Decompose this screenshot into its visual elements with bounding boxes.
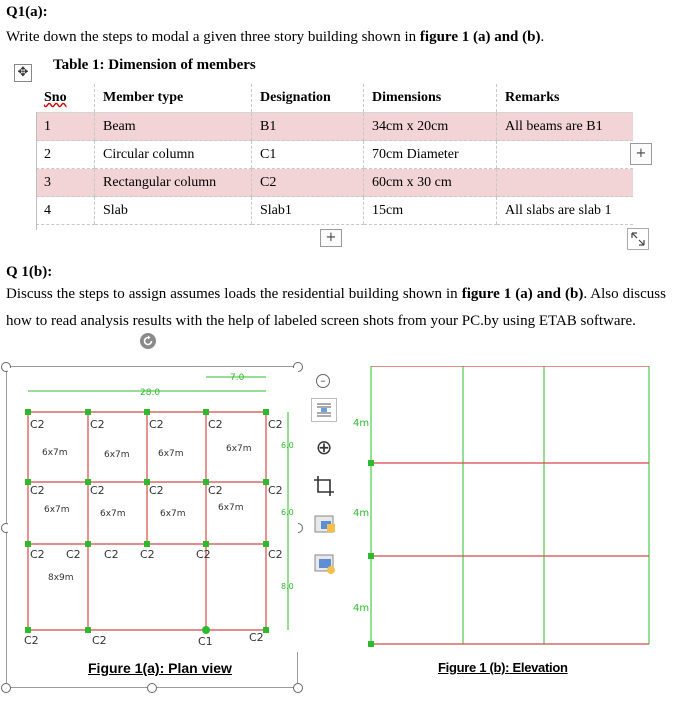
cell-sno: 3: [36, 169, 95, 197]
resize-handle[interactable]: [1, 683, 11, 693]
dim-right: 6.0: [281, 441, 294, 450]
column-label: C2: [149, 484, 164, 497]
column-label: C2: [24, 634, 39, 647]
column-label: C2: [66, 548, 81, 561]
header-remarks: Remarks: [497, 84, 634, 113]
dimension-table: [36, 84, 633, 225]
cell-designation: C2: [252, 169, 364, 197]
column-label: C2: [268, 418, 283, 431]
column-label: C1: [198, 635, 213, 648]
add-column-button[interactable]: +: [630, 143, 652, 165]
header-member-type: Member type: [95, 84, 252, 113]
elevation-caption: Figure 1 (b): Elevation: [438, 660, 568, 675]
q1b-heading: Q 1(b):: [6, 264, 53, 280]
collapse-toolbar-icon[interactable]: –: [316, 374, 330, 388]
column-label: C2: [249, 631, 264, 644]
q1b-figure-ref: figure 1 (a) and (b): [461, 286, 584, 302]
dim-right: 6.0: [281, 508, 294, 517]
header-dimensions: Dimensions: [364, 84, 497, 113]
cell-dimensions: 60cm x 30 cm: [364, 169, 497, 197]
story-height-label: 4m: [353, 418, 370, 429]
q1a-figure-ref: figure 1 (a) and (b): [419, 29, 541, 45]
column-label: C2: [90, 484, 105, 497]
q1a-heading: Q1(a):: [6, 4, 48, 20]
table-title: Table 1: Dimension of members: [53, 57, 256, 73]
crop-icon[interactable]: [311, 473, 337, 499]
cell-sno: 4: [36, 197, 95, 225]
cell-designation: B1: [252, 113, 364, 141]
elevation-figure: [351, 366, 687, 666]
cell-member: Slab: [95, 197, 252, 225]
dim-top-total: 28.0: [140, 388, 161, 398]
column-label: C2: [140, 548, 155, 561]
panel-label: 6x7m: [218, 503, 244, 513]
rotate-handle-icon[interactable]: [140, 333, 156, 349]
panel-label: 8x9m: [48, 573, 74, 583]
table-row: [36, 169, 633, 197]
q1a-text: Write down the steps to modal a given three story building shown in: [6, 29, 420, 45]
resize-handle[interactable]: [147, 683, 157, 693]
column-label: C2: [268, 548, 283, 561]
resize-handle[interactable]: [293, 683, 303, 693]
column-label: C2: [196, 548, 211, 561]
q1b-text-end: . Also discuss how to read analysis results with the help of labeled screen shots from your PC.by using ETAB software.: [6, 286, 666, 329]
story-height-label: 4m: [353, 508, 370, 519]
table-left-border: [36, 112, 37, 230]
column-label: C2: [208, 484, 223, 497]
table-row: [36, 113, 633, 141]
dim-top-bay: 7.0: [230, 373, 245, 383]
story-height-label: 4m: [353, 603, 370, 614]
panel-label: 6x7m: [226, 444, 252, 454]
dim-right: 8.0: [281, 582, 294, 591]
q1b-text: Discuss the steps to assign assumes loads the residential building shown in: [6, 286, 462, 302]
cell-dimensions: 34cm x 20cm: [364, 113, 497, 141]
cell-member: Circular column: [95, 141, 252, 169]
panel-label: 6x7m: [158, 449, 184, 459]
column-label: C2: [30, 548, 45, 561]
cell-member: Rectangular column: [95, 169, 252, 197]
q1a-text-end: .: [540, 29, 545, 45]
table-row: [36, 197, 633, 225]
cell-remarks: [497, 169, 634, 197]
cell-sno: 2: [36, 141, 95, 169]
column-label: C2: [104, 548, 119, 561]
header-designation: Designation: [252, 84, 364, 113]
column-label: C2: [30, 418, 45, 431]
cell-dimensions: 70cm Diameter: [364, 141, 497, 169]
column-label: C2: [30, 484, 45, 497]
plan-view-figure: [8, 368, 298, 652]
column-label: C2: [268, 484, 283, 497]
table-row: [36, 141, 633, 169]
plan-view-caption: Figure 1(a): Plan view: [88, 660, 232, 676]
zoom-in-icon[interactable]: ⊕: [315, 435, 333, 459]
table-move-icon[interactable]: ✥: [14, 64, 32, 82]
header-sno: Sno: [36, 84, 95, 113]
add-row-button[interactable]: +: [320, 229, 342, 247]
panel-label: 6x7m: [100, 509, 126, 519]
cell-designation: C1: [252, 141, 364, 169]
cell-member: Beam: [95, 113, 252, 141]
column-label: C2: [149, 418, 164, 431]
cell-remarks: All slabs are slab 1: [497, 197, 634, 225]
cell-sno: 1: [36, 113, 95, 141]
panel-label: 6x7m: [44, 505, 70, 515]
q1a-paragraph: [6, 24, 544, 51]
q1b-paragraph: [6, 281, 666, 335]
cell-remarks: [497, 141, 634, 169]
column-label: C2: [208, 418, 223, 431]
picture-options-icon[interactable]: [311, 551, 339, 577]
table-header-row: [36, 84, 633, 113]
cell-designation: Slab1: [252, 197, 364, 225]
resize-icon[interactable]: [627, 228, 649, 250]
cell-dimensions: 15cm: [364, 197, 497, 225]
wrap-text-icon[interactable]: [311, 512, 339, 538]
cell-remarks: All beams are B1: [497, 113, 634, 141]
panel-label: 6x7m: [104, 450, 130, 460]
column-label: C2: [92, 634, 107, 647]
panel-label: 6x7m: [160, 509, 186, 519]
column-label: C2: [90, 418, 105, 431]
panel-label: 6x7m: [42, 448, 68, 458]
layout-options-icon[interactable]: [311, 398, 337, 422]
